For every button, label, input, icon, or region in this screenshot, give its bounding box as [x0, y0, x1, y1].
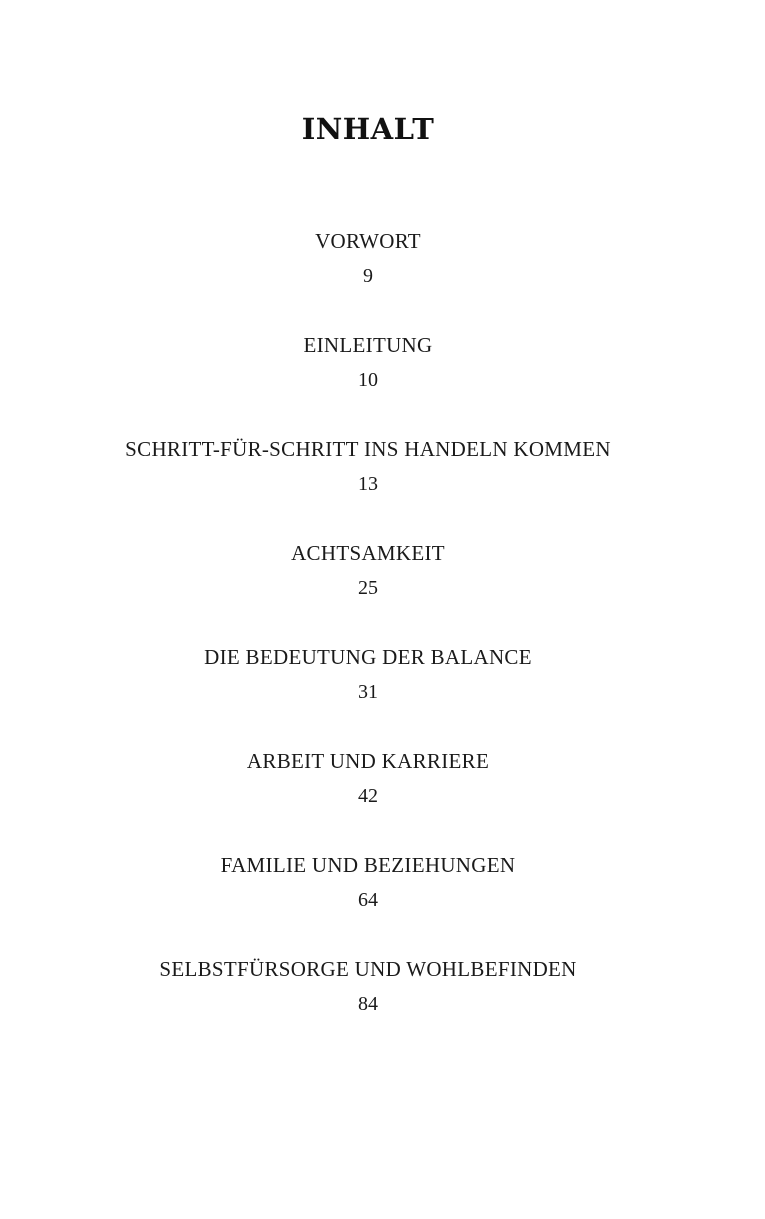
- toc-entry: [0, 954, 736, 1058]
- toc-entry: [0, 330, 736, 434]
- toc-entry: [0, 850, 736, 954]
- toc-entry-page-number: 25: [358, 577, 378, 599]
- toc-entry-page-number: 64: [358, 889, 378, 911]
- toc-entry: [0, 226, 736, 330]
- toc-entry: [0, 642, 736, 746]
- toc-entry: [0, 538, 736, 642]
- toc-entry-title: ACHTSAMKEIT: [291, 541, 445, 565]
- toc-entry-title: SCHRITT-FÜR-SCHRITT INS HANDELN KOMMEN: [125, 437, 611, 461]
- toc-entry-title: ARBEIT UND KARRIERE: [246, 749, 490, 773]
- toc-entry-title: EINLEITUNG: [303, 333, 433, 357]
- toc-entry-page-number: 42: [358, 785, 378, 807]
- table-of-contents: [0, 226, 736, 1058]
- toc-entry-page-number: 84: [358, 993, 378, 1015]
- toc-entry-title: SELBSTFÜRSORGE UND WOHLBEFINDEN: [159, 957, 577, 981]
- toc-entry-page-number: 9: [363, 265, 373, 287]
- toc-entry-page-number: 10: [358, 369, 378, 391]
- toc-entry-page-number: 31: [358, 681, 378, 703]
- toc-entry-title: FAMILIE UND BEZIEHUNGEN: [220, 853, 516, 877]
- toc-entry: [0, 434, 736, 538]
- toc-entry-page-number: 13: [358, 473, 378, 495]
- toc-entry-title: VORWORT: [315, 229, 421, 253]
- toc-heading: INHALT: [301, 112, 435, 146]
- toc-entry-title: DIE BEDEUTUNG DER BALANCE: [204, 645, 532, 669]
- toc-entry: [0, 746, 736, 850]
